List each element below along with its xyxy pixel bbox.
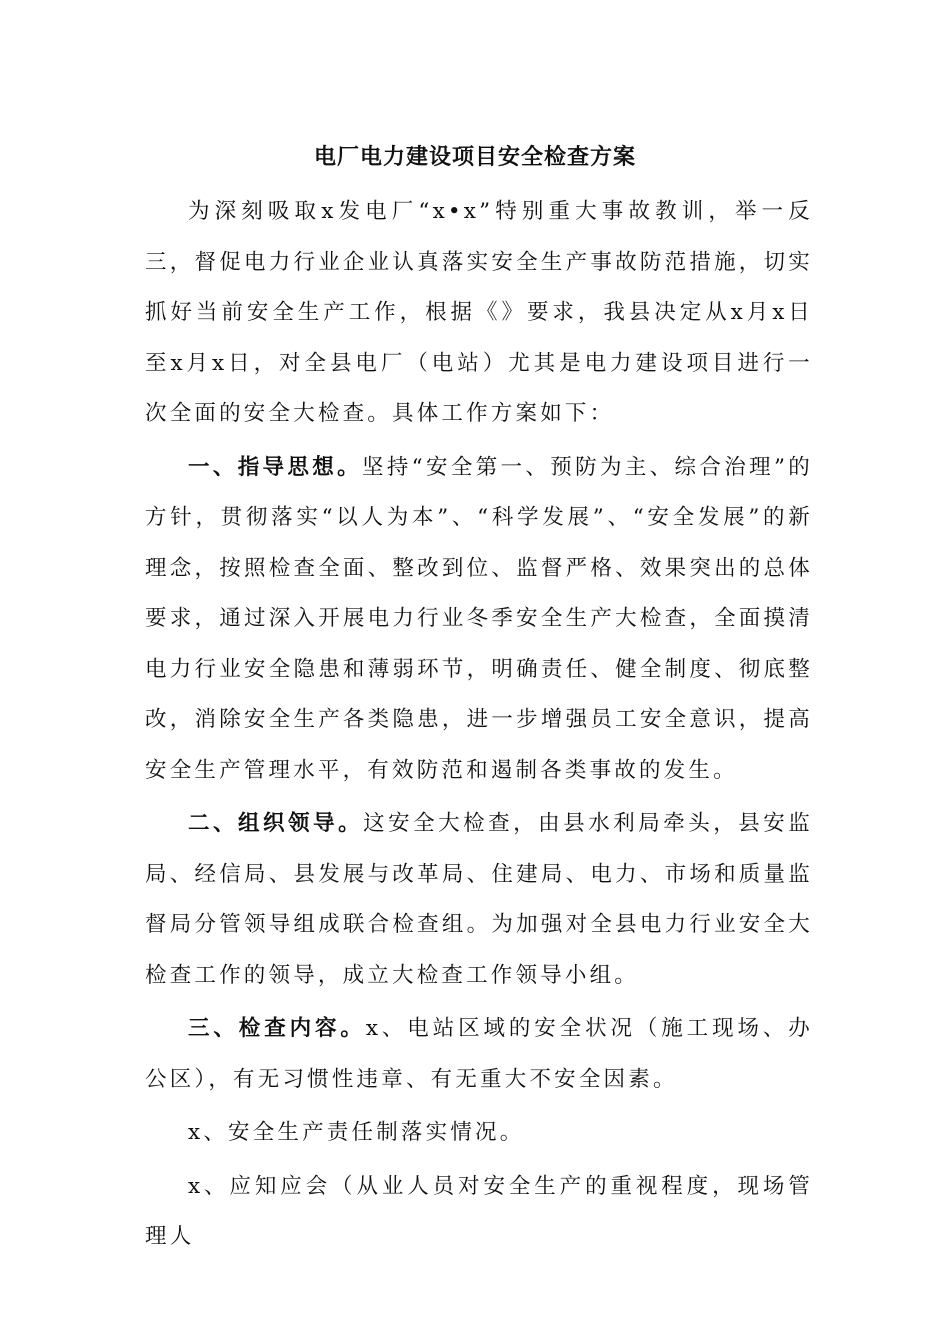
section-text: 这安全大检查，由县水利局牵头，县安监局、经信局、县发展与改革局、住建局、电力、市场和质量监督局分管领导组成联合检查组。为加强对全县电力行业安全大检查工作的领导，成立大检查工作领导小组。: [145, 811, 813, 988]
document-body: [145, 187, 813, 1263]
section-heading: 一、指导思想。: [188, 454, 362, 480]
section-heading: 三、检查内容。: [188, 1016, 366, 1041]
section-text: 坚持“安全第一、预防为主、综合治理”的方针，贯彻落实“以人为本”、“科学发展”、“安全发展”的新理念，按照检查全面、整改到位、监督严格、效果突出的总体要求，通过深入开展电力行业冬季安全生产大检查，全面摸清电力行业安全隐患和薄弱环节，明确责任、健全制度、彻底整改，消除安全生产各类隐患，进一步增强员工安全意识，提高安全生产管理水平，有效防范和遏制各类事故的发生。: [145, 454, 813, 783]
section-paragraph-organization: [145, 799, 813, 1001]
section-paragraph-guiding-ideology: [145, 443, 813, 797]
section-text: x、电站区域的安全状况（施工现场、办公区），有无习惯性违章、有无重大不安全因素。: [145, 1016, 813, 1092]
list-item: x、应知应会（从业人员对安全生产的重视程度，现场管理人: [145, 1173, 813, 1249]
section-heading: 二、组织领导。: [188, 811, 364, 836]
intro-paragraph: 为深刻吸取x发电厂“x•x”特别重大事故教训，举一反三，督促电力行业企业认真落实安全生产事故防范措施，切实抓好当前安全生产工作，根据《》要求，我县决定从x月x日至x月x日，对全县电厂（电站）尤其是电力建设项目进行一次全面的安全大检查。具体工作方案如下：: [145, 199, 813, 426]
document-title: 电厂电力建设项目安全检查方案: [313, 144, 636, 170]
section-paragraph-inspection-content: [145, 1004, 813, 1105]
list-item: x、安全生产责任制落实情况。: [188, 1120, 525, 1145]
